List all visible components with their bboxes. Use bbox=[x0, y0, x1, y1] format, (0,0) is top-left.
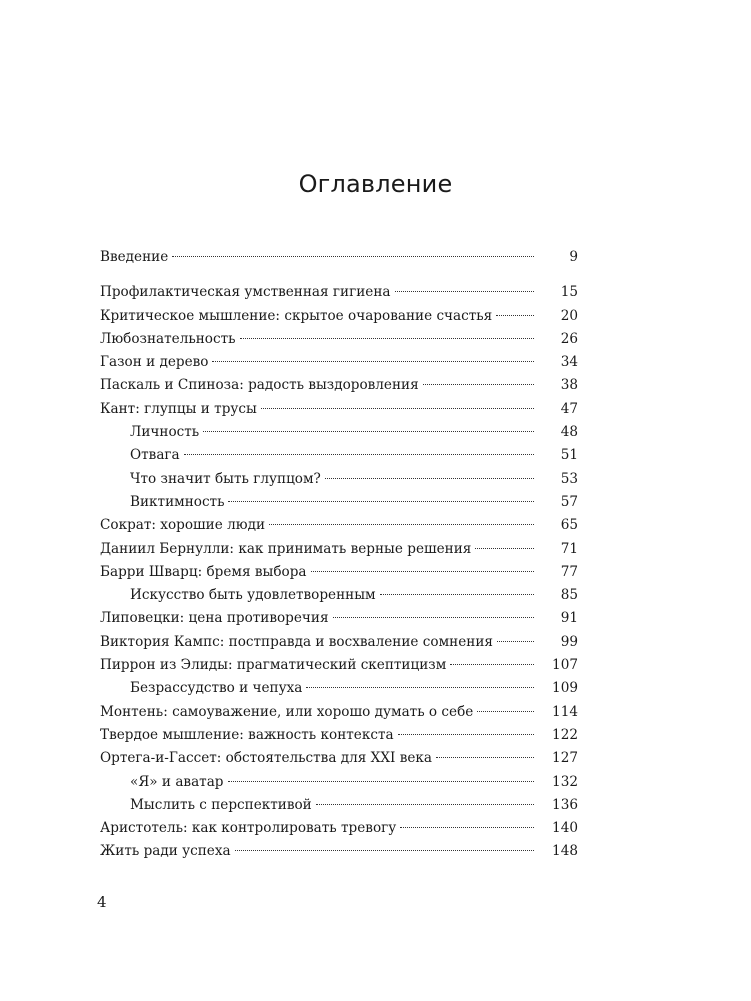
toc-entry-title: Критическое мышление: скрытое очарование счастья bbox=[100, 307, 493, 324]
toc-entry-page-number: 47 bbox=[560, 400, 578, 417]
toc-entry-page-number: 107 bbox=[552, 657, 578, 674]
dot-leader bbox=[269, 523, 534, 525]
toc-entry-page-number: 20 bbox=[560, 307, 578, 324]
dot-leader bbox=[475, 547, 534, 549]
toc-entry bbox=[100, 724, 578, 747]
toc-entry bbox=[100, 817, 578, 840]
toc-subentry bbox=[100, 444, 578, 467]
toc-entry-title: Виктория Кампс: постправда и восхваление сомнения bbox=[100, 633, 493, 650]
toc-entry-page-number: 109 bbox=[552, 680, 578, 697]
dot-leader bbox=[477, 710, 534, 712]
dot-leader bbox=[423, 383, 534, 385]
toc-entry-title: «Я» и аватар bbox=[130, 773, 224, 790]
toc-subentry bbox=[100, 491, 578, 514]
toc-entry-page-number: 122 bbox=[552, 726, 578, 743]
toc-entry-page-number: 132 bbox=[552, 773, 578, 790]
dot-leader bbox=[228, 780, 534, 782]
toc-entry-title: Даниил Бернулли: как принимать верные решения bbox=[100, 540, 472, 557]
dot-leader bbox=[212, 360, 534, 362]
toc-entry-page-number: 136 bbox=[552, 796, 578, 813]
toc-entry-title: Пиррон из Элиды: прагматический скептицизм bbox=[100, 657, 447, 674]
toc-entry bbox=[100, 607, 578, 630]
toc-entry-page-number: 53 bbox=[560, 470, 578, 487]
toc-entry-title: Отвага bbox=[130, 447, 180, 464]
dot-leader bbox=[395, 290, 534, 292]
dot-leader bbox=[203, 430, 534, 432]
toc-entry-title: Паскаль и Спиноза: радость выздоровления bbox=[100, 377, 419, 394]
toc-entry-page-number: 9 bbox=[569, 249, 578, 265]
toc-entry-page-number: 140 bbox=[552, 820, 578, 837]
dot-leader bbox=[400, 826, 534, 828]
toc-entry-page-number: 91 bbox=[560, 610, 578, 627]
toc-entry bbox=[100, 840, 578, 863]
toc-entry-title: Барри Шварц: бремя выбора bbox=[100, 563, 307, 580]
toc-entry bbox=[100, 305, 578, 328]
toc-entry-title: Мыслить с перспективой bbox=[130, 796, 312, 813]
toc-entry-title: Искусство быть удовлетворенным bbox=[130, 587, 376, 604]
toc-entry bbox=[100, 514, 578, 537]
toc-entry-page-number: 99 bbox=[560, 633, 578, 650]
dot-leader bbox=[240, 337, 534, 339]
dot-leader bbox=[235, 849, 534, 851]
toc-entry bbox=[100, 398, 578, 421]
dot-leader bbox=[436, 756, 534, 758]
toc-entry-title: Аристотель: как контролировать тревогу bbox=[100, 820, 397, 837]
toc-entry-title: Газон и дерево bbox=[100, 354, 209, 371]
dot-leader bbox=[496, 314, 534, 316]
page-title: Оглавление bbox=[298, 170, 453, 198]
toc-entry-title: Личность bbox=[130, 424, 200, 441]
dot-leader bbox=[450, 663, 534, 665]
toc-subentry bbox=[100, 771, 578, 794]
toc-entry bbox=[100, 281, 578, 304]
toc-entry-title: Профилактическая умственная гигиена bbox=[100, 284, 391, 301]
toc-entry bbox=[100, 351, 578, 374]
dot-leader bbox=[172, 255, 534, 257]
toc-entry-title: Введение bbox=[100, 249, 169, 265]
toc-subentry bbox=[100, 421, 578, 444]
toc-entry bbox=[100, 631, 578, 654]
toc-entry bbox=[100, 701, 578, 724]
toc-entry-title: Ортега-и-Гассет: обстоятельства для XXI века bbox=[100, 750, 433, 767]
dot-leader bbox=[316, 803, 534, 805]
dot-leader bbox=[333, 616, 534, 618]
toc-entry-page-number: 85 bbox=[560, 587, 578, 604]
dot-leader bbox=[497, 640, 534, 642]
toc-subentry bbox=[100, 794, 578, 817]
toc-entry-title: Твердое мышление: важность контекста bbox=[100, 726, 394, 743]
toc-subentry bbox=[100, 584, 578, 607]
toc-entry bbox=[100, 374, 578, 397]
toc-entry-title: Липовецки: цена противоречия bbox=[100, 610, 329, 627]
toc-entry-title: Безрассудство и чепуха bbox=[130, 680, 303, 697]
toc-entry-title: Монтень: самоуважение, или хорошо думать о себе bbox=[100, 703, 474, 720]
dot-leader bbox=[306, 686, 534, 688]
toc-entry-page-number: 65 bbox=[560, 517, 578, 534]
toc-entry-page-number: 34 bbox=[560, 354, 578, 371]
toc-entry-page-number: 127 bbox=[552, 750, 578, 767]
table-of-contents bbox=[100, 246, 578, 864]
toc-entry-title: Кант: глупцы и трусы bbox=[100, 400, 257, 417]
toc-entry bbox=[100, 246, 578, 269]
dot-leader bbox=[261, 407, 534, 409]
toc-subentry bbox=[100, 468, 578, 491]
toc-entry-title: Сократ: хорошие люди bbox=[100, 517, 266, 534]
toc-entry-page-number: 148 bbox=[552, 843, 578, 860]
toc-entry-title: Любознательность bbox=[100, 330, 236, 347]
toc-entry-page-number: 15 bbox=[560, 284, 578, 301]
toc-entry-page-number: 38 bbox=[560, 377, 578, 394]
toc-subentry bbox=[100, 677, 578, 700]
dot-leader bbox=[184, 453, 534, 455]
dot-leader bbox=[380, 593, 534, 595]
dot-leader bbox=[228, 500, 534, 502]
toc-entry-page-number: 71 bbox=[560, 540, 578, 557]
dot-leader bbox=[398, 733, 534, 735]
toc-entry-page-number: 57 bbox=[560, 493, 578, 510]
toc-entry-page-number: 48 bbox=[560, 424, 578, 441]
toc-entry bbox=[100, 561, 578, 584]
toc-entry-page-number: 51 bbox=[560, 447, 578, 464]
dot-leader bbox=[325, 477, 534, 479]
page-number: 4 bbox=[97, 893, 107, 911]
toc-entry-title: Виктимность bbox=[130, 493, 225, 510]
dot-leader bbox=[311, 570, 534, 572]
toc-entry bbox=[100, 328, 578, 351]
toc-entry-page-number: 77 bbox=[560, 563, 578, 580]
toc-entry-page-number: 114 bbox=[552, 703, 578, 720]
toc-entry bbox=[100, 654, 578, 677]
toc-entry bbox=[100, 538, 578, 561]
toc-entry bbox=[100, 747, 578, 770]
toc-entry-page-number: 26 bbox=[560, 330, 578, 347]
toc-entry-title: Жить ради успеха bbox=[100, 843, 231, 860]
toc-entry-title: Что значит быть глупцом? bbox=[130, 470, 321, 487]
